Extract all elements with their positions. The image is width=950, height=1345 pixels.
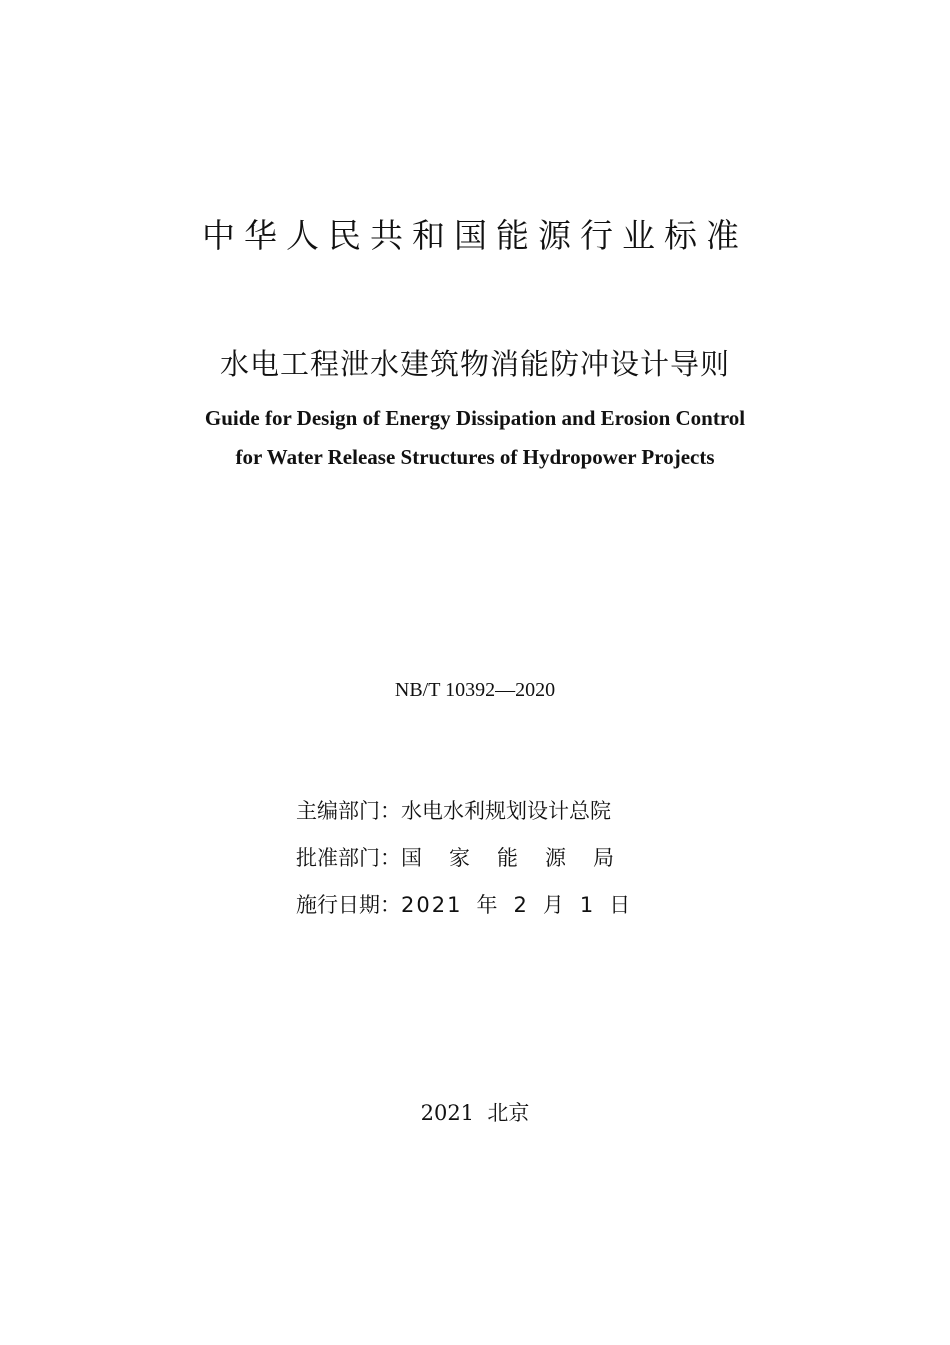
effective-year: 2021 (401, 893, 463, 917)
standard-code: NB/T 10392—2020 (394, 679, 556, 701)
document-title-en-line2: for Water Release Structures of Hydropower Projects (235, 445, 715, 469)
effective-date-value (401, 888, 632, 922)
standard-type-heading: 中华人民共和国能源行业标准 (202, 216, 748, 255)
approver-label: 批准部门： (296, 846, 401, 870)
effective-date-row (296, 888, 716, 935)
editor-label: 主编部门： (296, 799, 401, 823)
editor-row (296, 794, 716, 841)
document-title-en-line1: Guide for Design of Energy Dissipation and Erosion Control (204, 406, 746, 430)
day-unit: 日 (609, 893, 633, 917)
meta-block (296, 794, 716, 935)
publication-year-place: 2021 北京 (420, 1101, 530, 1125)
effective-day: 1 (579, 893, 596, 917)
document-title-zh: 水电工程泄水建筑物消能防冲设计导则 (219, 347, 730, 381)
month-unit: 月 (542, 893, 566, 917)
editor-value: 水电水利规划设计总院 (401, 799, 611, 823)
approver-row (296, 841, 716, 888)
year-unit: 年 (476, 893, 500, 917)
effective-date-label: 施行日期： (296, 893, 401, 917)
effective-month: 2 (513, 893, 529, 917)
approver-value: 国家能源局 (401, 846, 641, 870)
